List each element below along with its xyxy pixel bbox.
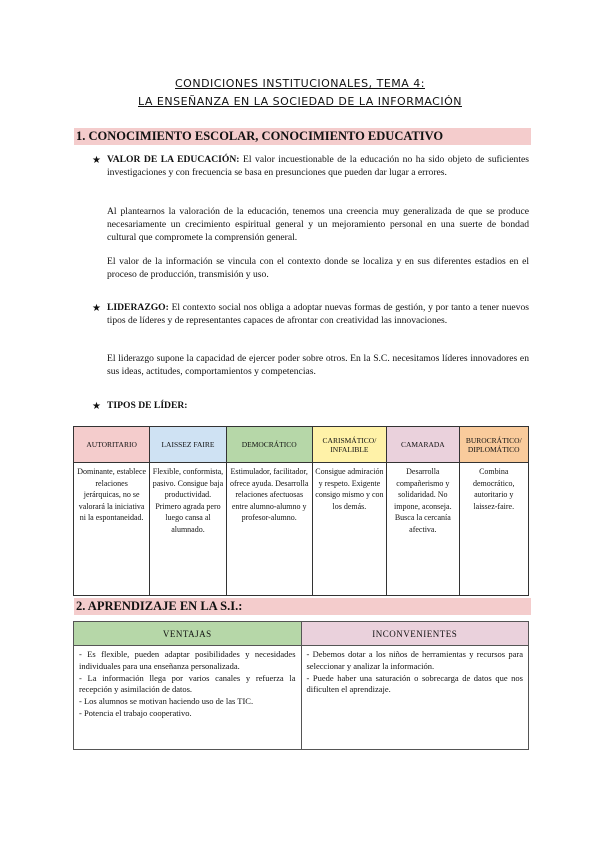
- valor-p2: Al plantearnos la valoración de la educación, tenemos una creencia muy generalizada de que se produce necesariamente un crecimiento espiritual general y un mejoramiento personal en una suerte de bondad cultural que compromete la comprensión general.: [107, 206, 529, 243]
- valor-label: VALOR DE LA EDUCACIÓN:: [107, 154, 240, 165]
- inconvenientes-header: INCONVENIENTES: [301, 622, 529, 646]
- lider-header-cell: CAMARADA: [387, 427, 459, 463]
- star-bullet-icon: ★: [92, 401, 101, 412]
- lider-body-cell: Desarrolla compañerismo y solidaridad. No impone, aconseja. Busca la cercanía afectiva.: [387, 463, 459, 596]
- lider-header-cell: LAISSEZ FAIRE: [150, 427, 226, 463]
- ventajas-header: VENTAJAS: [74, 622, 302, 646]
- section1-heading: 1. CONOCIMIENTO ESCOLAR, CONOCIMIENTO EDUCATIVO: [74, 128, 531, 145]
- lider-header-cell: BUROCRÁTICO/ DIPLOMÁTICO: [459, 427, 528, 463]
- list-item: - La información llega por varios canales y refuerza la recepción y asimilación de datos.: [79, 672, 296, 695]
- list-item: - Es flexible, pueden adaptar posibilidades y necesidades individuales para una enseñanza personalizada.: [79, 649, 296, 671]
- lider-header-cell: CARISMÁTICO/ INFALIBLE: [312, 427, 386, 463]
- aprendizaje-table: [73, 621, 529, 750]
- inconvenientes-cell: [301, 646, 529, 750]
- valor-paragraph: [107, 154, 529, 180]
- liderazgo-p2: El liderazgo supone la capacidad de ejercer poder sobre otros. En la S.C. necesitamos líderes innovadores en sus ideas, actitudes, comportamientos y competencias.: [107, 353, 529, 377]
- lider-table: [73, 426, 529, 596]
- lider-body-cell: Consigue admiración y respeto. Exigente consigo mismo y con los demás.: [312, 463, 386, 596]
- lider-body-cell: Dominante, establece relaciones jerárquicas, no se valorará la iniciativa ni la espontaneidad.: [74, 463, 150, 596]
- title-line-1: CONDICIONES INSTITUCIONALES, TEMA 4:: [175, 77, 425, 90]
- valor-p3: El valor de la información se vincula con el contexto donde se localiza y en sus diferentes estadios en el proceso de producción, transmisión y uso.: [107, 256, 529, 280]
- list-item: - Potencia el trabajo cooperativo.: [79, 707, 192, 718]
- section2-heading: 2. APRENDIZAJE EN LA S.I.:: [74, 598, 531, 615]
- lider-body-cell: Estimulador, facilitador, ofrece ayuda. Desarrolla relaciones afectuosas entre alumno-alumno y profesor-alumno.: [226, 463, 312, 596]
- title-line-2: LA ENSEÑANZA EN LA SOCIEDAD DE LA INFORMACIÓN: [138, 95, 462, 108]
- document-title: [0, 77, 600, 90]
- list-item: - Debemos dotar a los niños de herramientas y recursos para seleccionar y analizar la información.: [306, 649, 523, 671]
- document-subtitle: [0, 95, 600, 108]
- liderazgo-label: LIDERAZGO:: [107, 302, 169, 313]
- ventajas-cell: [74, 646, 302, 750]
- liderazgo-paragraph: [107, 302, 529, 328]
- valor-lead: El valor incuestionable de la educación no ha sido objeto de suficientes investigaciones y con frecuencia se basa en presunciones que pueden dar lugar a errores.: [107, 154, 529, 178]
- list-item: - Los alumnos se motivan haciendo uso de las TIC.: [79, 696, 254, 707]
- star-bullet-icon: ★: [92, 303, 101, 314]
- lider-header-cell: AUTORITARIO: [74, 427, 150, 463]
- lider-header-cell: DEMOCRÁTICO: [226, 427, 312, 463]
- lider-body-cell: Flexible, conformista, pasivo. Consigue baja productividad. Primero agrada pero luego cansa al alumnado.: [150, 463, 226, 596]
- list-item: - Puede haber una saturación o sobrecarga de datos que nos dificulten el aprendizaje.: [306, 672, 523, 695]
- liderazgo-lead: El contexto social nos obliga a adoptar nuevas formas de gestión, y por tanto a tener nuevos tipos de líderes y de representantes capaces de afrontar con creatividad las innovaciones.: [107, 302, 529, 326]
- star-bullet-icon: ★: [92, 155, 101, 166]
- lider-body-cell: Combina democrático, autoritario y laissez-faire.: [459, 463, 528, 596]
- tipos-label: TIPOS DE LÍDER:: [107, 400, 188, 411]
